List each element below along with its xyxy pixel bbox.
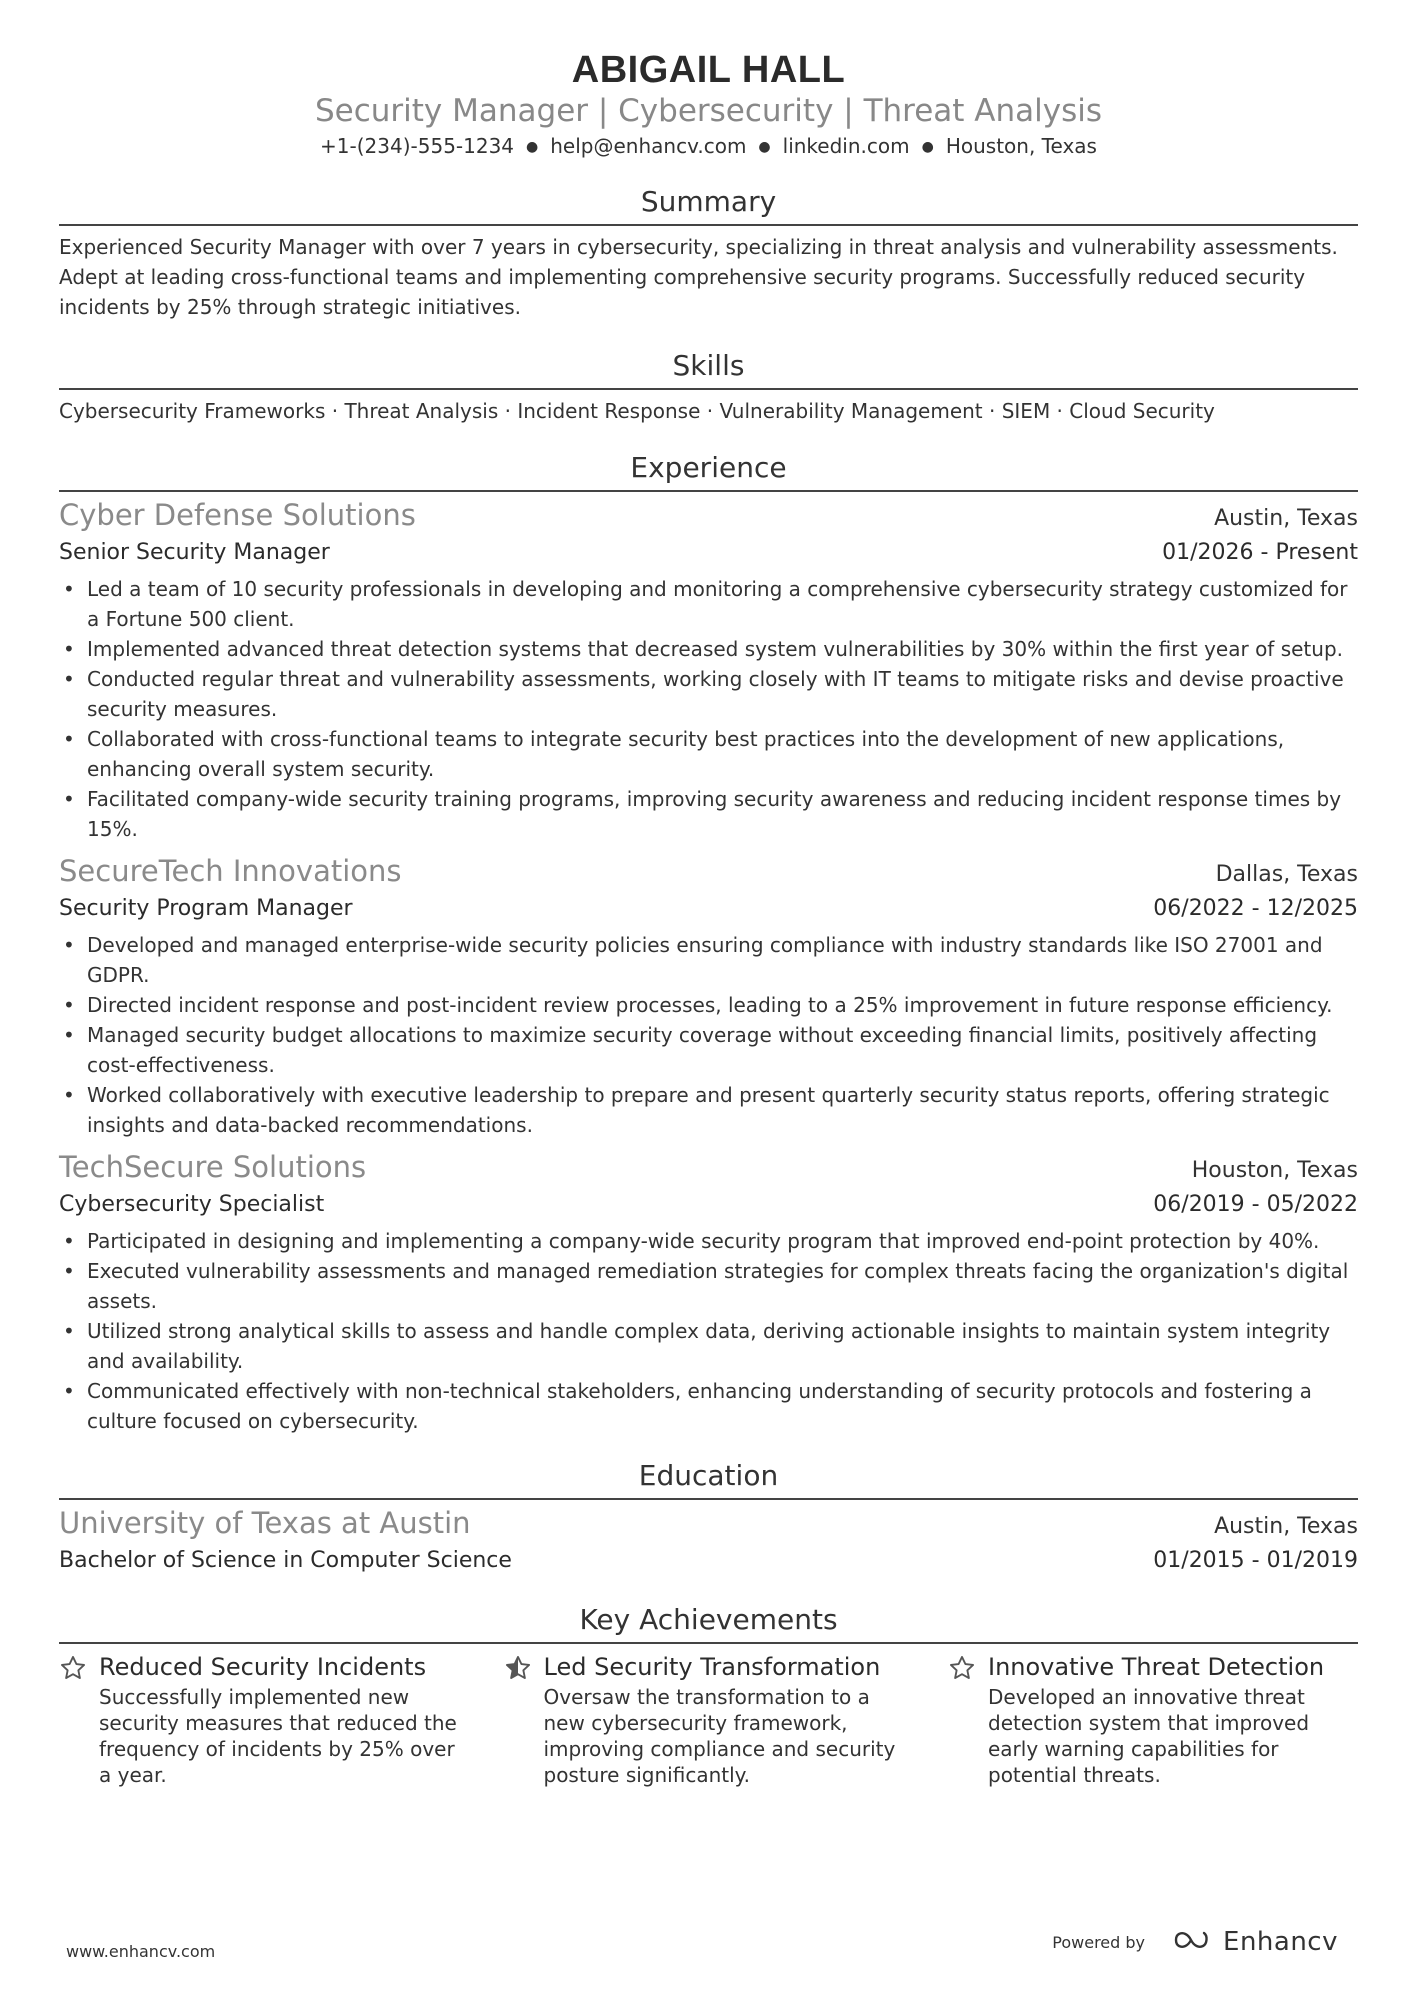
- linkedin-link[interactable]: linkedin.com: [782, 134, 910, 158]
- job-bullets: [59, 930, 1358, 1140]
- skills-list: Cybersecurity Frameworks · Threat Analysis · Incident Response · Vulnerability Management · SIEM · Cloud Security: [59, 399, 1215, 423]
- resume-content: [59, 45, 1358, 1788]
- footer-branding: [1052, 1927, 1338, 1957]
- summary-section: [59, 184, 1358, 322]
- job-bullets: [59, 574, 1358, 844]
- section-divider: [59, 490, 1358, 492]
- section-divider: [59, 224, 1358, 226]
- contact-line: [59, 131, 1358, 162]
- job-bullets: [59, 1226, 1358, 1436]
- achievement-title: Innovative Threat Detection: [988, 1653, 1325, 1681]
- section-title-experience: Experience: [630, 451, 787, 484]
- degree: Bachelor of Science in Computer Science: [59, 1548, 512, 1573]
- location: Houston, Texas: [945, 134, 1097, 158]
- job-dates: 06/2019 - 05/2022: [1153, 1192, 1358, 1217]
- list-item: • Conducted regular threat and vulnerability assessments, working closely with IT teams to mitigate risks and devise proactive security measures.: [59, 664, 1358, 724]
- list-item: • Managed security budget allocations to maximize security coverage without exceeding financial limits, positively affecting cost-effectiveness.: [59, 1020, 1358, 1080]
- experience-entry: [59, 496, 1358, 844]
- job-location: Houston, Texas: [1191, 1158, 1358, 1183]
- achievement-desc: Developed an innovative threat detection system that improved early warning capabilities for potential threats.: [988, 1685, 1310, 1787]
- enhancv-logo-icon: [1171, 1927, 1215, 1957]
- list-item: • Participated in designing and implementing a company-wide security program that improved end-point protection by 40%.: [59, 1226, 1358, 1256]
- achievement-desc: Oversaw the transformation to a new cybersecurity framework, improving compliance and security posture significantly.: [543, 1685, 896, 1787]
- list-item: • Led a team of 10 security professionals in developing and monitoring a comprehensive cybersecurity strategy customized for a Fortune 500 client.: [59, 574, 1358, 634]
- school-location: Austin, Texas: [1214, 1514, 1358, 1539]
- achievement-title: Led Security Transformation: [543, 1653, 881, 1681]
- company-name: Cyber Defense Solutions: [59, 498, 416, 532]
- experience-entry: [59, 1148, 1358, 1436]
- job-role: Security Program Manager: [59, 896, 353, 921]
- education-section: [59, 1458, 1358, 1578]
- star-outline-icon: [948, 1650, 988, 1788]
- job-role: Cybersecurity Specialist: [59, 1192, 325, 1217]
- achievement-title: Reduced Security Incidents: [99, 1653, 427, 1681]
- experience-entry: [59, 852, 1358, 1140]
- phone: +1-(234)-555-1234: [320, 134, 515, 158]
- skills-section: [59, 348, 1358, 426]
- job-location: Austin, Texas: [1214, 506, 1358, 531]
- experience-section: [59, 450, 1358, 1436]
- list-item: • Collaborated with cross-functional teams to integrate security best practices into the development of new applications, enhancing overall system security.: [59, 724, 1358, 784]
- company-name: SecureTech Innovations: [59, 854, 402, 888]
- list-item: • Directed incident response and post-incident review processes, leading to a 25% improvement in future response efficiency.: [59, 990, 1358, 1020]
- list-item: • Implemented advanced threat detection systems that decreased system vulnerabilities by 30% within the first year of setup.: [59, 634, 1358, 664]
- section-divider: [59, 1498, 1358, 1500]
- list-item: • Executed vulnerability assessments and managed remediation strategies for complex threats facing the organization's digital assets.: [59, 1256, 1358, 1316]
- list-item: • Developed and managed enterprise-wide security policies ensuring compliance with industry standards like ISO 27001 and GDPR.: [59, 930, 1358, 990]
- email-link[interactable]: help@enhancv.com: [550, 134, 747, 158]
- list-item: • Worked collaboratively with executive leadership to prepare and present quarterly security status reports, offering strategic insights and data-backed recommendations.: [59, 1080, 1358, 1140]
- education-dates: 01/2015 - 01/2019: [1153, 1548, 1358, 1573]
- achievement-item: [948, 1650, 1358, 1788]
- achievements-section: [59, 1602, 1358, 1788]
- achievement-item: [504, 1650, 914, 1788]
- section-title-achievements: Key Achievements: [579, 1603, 838, 1636]
- star-outline-icon: [59, 1650, 99, 1788]
- section-title-education: Education: [638, 1459, 779, 1492]
- footer-website-link[interactable]: www.enhancv.com: [66, 1942, 216, 1961]
- job-dates: 01/2026 - Present: [1162, 540, 1358, 565]
- list-item: • Communicated effectively with non-technical stakeholders, enhancing understanding of security protocols and fostering a culture focused on cybersecurity.: [59, 1376, 1358, 1436]
- section-title-skills: Skills: [672, 349, 745, 382]
- achievement-desc: Successfully implemented new security measures that reduced the frequency of incidents by 25% over a year.: [99, 1685, 457, 1787]
- enhancv-brand: Enhancv: [1223, 1927, 1338, 1957]
- section-divider: [59, 388, 1358, 390]
- separator-dot: ●: [758, 139, 771, 155]
- job-location: Dallas, Texas: [1215, 862, 1358, 887]
- separator-dot: ●: [921, 139, 934, 155]
- job-role: Senior Security Manager: [59, 540, 330, 565]
- summary-text: Experienced Security Manager with over 7 years in cybersecurity, specializing in threat analysis and vulnerability assessments. Adept at leading cross-functional teams and implementing comprehensive security programs. Successfully reduced security incidents by 25% through strategic initiatives.: [59, 235, 1338, 319]
- star-half-icon: [504, 1650, 544, 1788]
- section-divider: [59, 1642, 1358, 1644]
- section-title-summary: Summary: [640, 185, 777, 218]
- company-name: TechSecure Solutions: [59, 1150, 367, 1184]
- list-item: • Facilitated company-wide security training programs, improving security awareness and reducing incident response times by 15%.: [59, 784, 1358, 844]
- separator-dot: ●: [526, 139, 539, 155]
- job-dates: 06/2022 - 12/2025: [1153, 896, 1358, 921]
- school-name: University of Texas at Austin: [59, 1506, 471, 1540]
- candidate-name: ABIGAIL HALL: [571, 49, 846, 91]
- list-item: • Utilized strong analytical skills to assess and handle complex data, deriving actionable insights to maintain system integrity and availability.: [59, 1316, 1358, 1376]
- powered-by-label: Powered by: [1052, 1932, 1146, 1952]
- candidate-title: Security Manager | Cybersecurity | Threat Analysis: [314, 93, 1103, 129]
- achievement-item: [59, 1650, 469, 1788]
